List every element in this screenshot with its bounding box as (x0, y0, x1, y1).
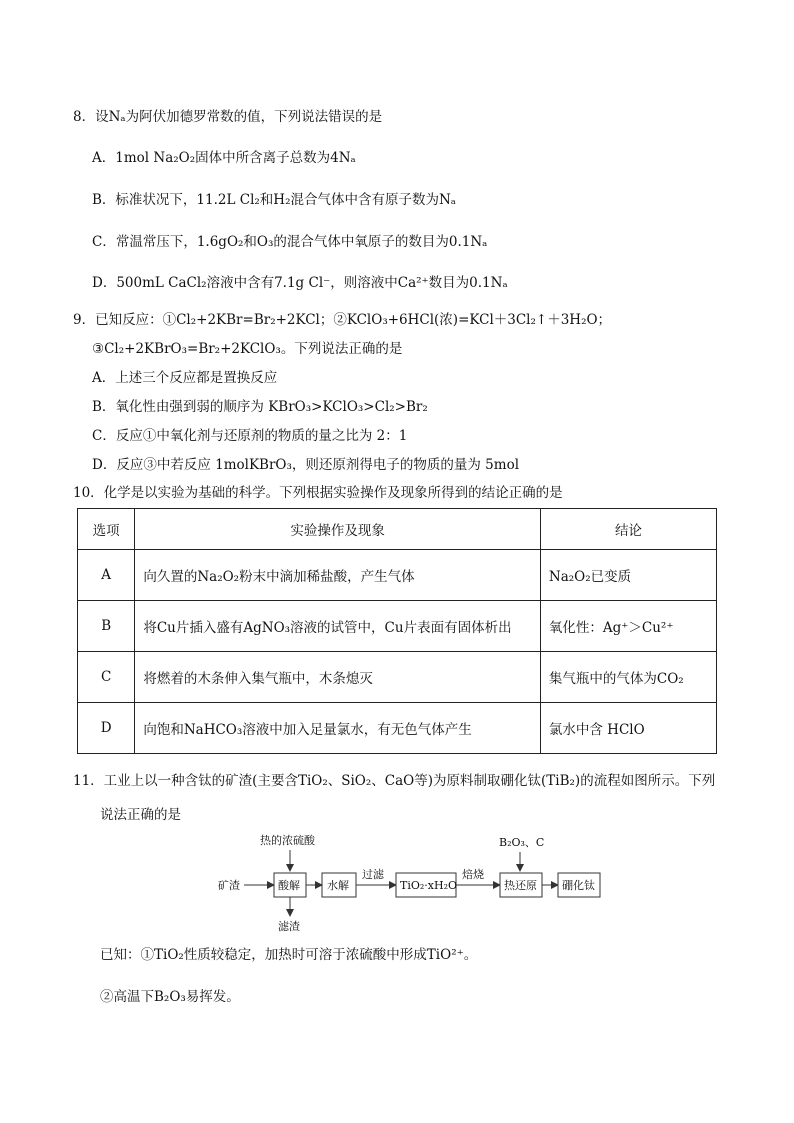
flow-bottom-output: 滤渣 (278, 920, 300, 933)
table-cell-operation: 向久置的Na₂O₂粉末中滴加稀盐酸，产生气体 (135, 550, 541, 601)
table-cell-conclusion: Na₂O₂已变质 (540, 550, 716, 601)
q8-option-d: D．500mL CaCl₂溶液中含有7.1g Cl⁻，则溶液中Ca²⁺数目为0.1Nₐ (92, 275, 508, 291)
table-cell-conclusion: 氧化性：Ag⁺＞Cu²⁺ (540, 601, 716, 652)
table-cell-option: C (78, 652, 135, 703)
table-row (78, 601, 717, 652)
table-cell-option: A (78, 550, 135, 601)
flow-arrow-label-1: 过滤 (362, 868, 384, 881)
flow-step3: TiO₂·xH₂O (400, 879, 458, 892)
table-cell-conclusion: 氯水中含 HClO (540, 703, 716, 754)
q8-option-a: A．1mol Na₂O₂固体中所含离子总数为4Nₐ (92, 150, 356, 166)
q11-stem-2: 说法正确的是 (100, 807, 181, 823)
q11-known-1: 已知：①TiO₂性质较稳定，加热时可溶于浓硫酸中形成TiO²⁺。 (100, 947, 478, 963)
q8-option-c: C．常温常压下，1.6gO₂和O₃的混合气体中氧原子的数目为0.1Nₐ (92, 234, 488, 250)
table-header-operation: 实验操作及现象 (135, 509, 541, 550)
flow-arrow-label-2: 焙烧 (462, 868, 484, 881)
flow-step1: 酸解 (278, 879, 300, 892)
flow-input: 矿渣 (218, 879, 240, 892)
flow-product: 硼化钛 (562, 879, 595, 892)
table-cell-operation: 向饱和NaHCO₃溶液中加入足量氯水，有无色气体产生 (135, 703, 541, 754)
q11-known-2: ②高温下B₂O₃易挥发。 (100, 989, 240, 1005)
table-row (78, 703, 717, 754)
q9-option-c: C．反应①中氧化剂与还原剂的物质的量之比为 2：1 (92, 428, 408, 444)
table-cell-option: B (78, 601, 135, 652)
flow-step2: 水解 (327, 879, 349, 892)
flow-top-reagent-2: B₂O₃、C (499, 836, 545, 849)
q9-option-a: A．上述三个反应都是置换反应 (92, 370, 278, 386)
table-header-conclusion: 结论 (540, 509, 716, 550)
table-cell-operation: 将燃着的木条伸入集气瓶中，木条熄灭 (135, 652, 541, 703)
q9-stem: 9．已知反应：①Cl₂+2KBr=Br₂+2KCl；②KClO₃+6HCl(浓)=KCl＋3Cl₂↑＋3H₂O； (73, 312, 612, 328)
q8-option-b: B．标准状况下，11.2L Cl₂和H₂混合气体中含有原子数为Nₐ (92, 192, 456, 208)
table-cell-operation: 将Cu片插入盛有AgNO₃溶液的试管中，Cu片表面有固体析出 (135, 601, 541, 652)
flow-step4: 热还原 (504, 879, 537, 892)
q9-option-b: B．氧化性由强到弱的顺序为 KBrO₃>KClO₃>Cl₂>Br₂ (92, 399, 428, 415)
q9-option-d: D．反应③中若反应 1molKBrO₃，则还原剂得电子的物质的量为 5mol (92, 457, 520, 473)
table-cell-conclusion: 集气瓶中的气体为CO₂ (540, 652, 716, 703)
table-row (78, 652, 717, 703)
experiment-table (77, 508, 717, 754)
table-header-option: 选项 (78, 509, 135, 550)
q9-stem-2: ③Cl₂+2KBrO₃=Br₂+2KClO₃。下列说法正确的是 (92, 341, 403, 357)
process-flow-diagram (210, 826, 610, 938)
table-cell-option: D (78, 703, 135, 754)
table-row (78, 550, 717, 601)
q11-stem: 11．工业上以一种含钛的矿渣(主要含TiO₂、SiO₂、CaO等)为原料制取硼化钛(TiB₂)的流程如图所示。下列 (73, 773, 716, 789)
q8-stem: 8．设Nₐ为阿伏加德罗常数的值，下列说法错误的是 (73, 109, 383, 125)
flow-top-reagent: 热的浓硫酸 (260, 834, 315, 847)
table-header-row (78, 509, 717, 550)
q10-stem: 10．化学是以实验为基础的科学。下列根据实验操作及现象所得到的结论正确的是 (73, 485, 563, 501)
